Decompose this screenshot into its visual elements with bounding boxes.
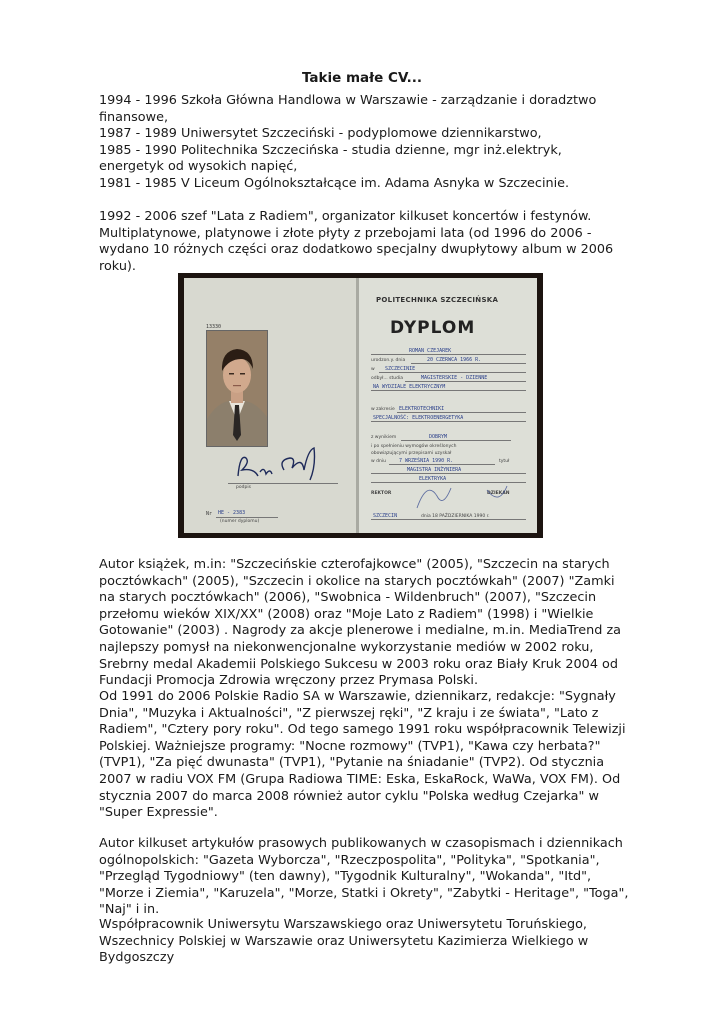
diploma-nr-value: HE - 2383 (218, 510, 246, 516)
diploma-text2: obowiązującymi przepisami uzyskał (371, 451, 452, 456)
education-item: 1985 - 1990 Politechnika Szczecińska - studia dzienne, mgr inż.elektryk, energetyk od wysokich napięć, (99, 142, 562, 175)
radio-text: Od 1991 do 2006 Polskie Radio SA w Warszawie, dziennikarz, redakcje: "Sygnały Dnia", "Muzyka i Aktualności", "Z pierwszej ręki", "Z kraju i ze świata", "Lato z Radiem", "Cztery pory roku". Od tego samego 1991 roku współpracownik Telewizji Polskiej. Ważniejsze programy: "Nocne rozmowy" (TVP1), "Kawa czy herbata?" (TVP1), "Za pięć dwunasta" (TVP1), "Pytanie na śniadanie" (TVP2). Od stycznia 2007 w radiu VOX FM (Grupa Radiowa TIME: Eska, EskaRock, WaWa, VOX FM). Od stycznia 2007 do marca 2008 również autor cyklu "Polska według Czejarka" w "Super Expressie". (99, 689, 626, 821)
diploma-line (371, 354, 526, 355)
radio-paragraph (99, 689, 629, 822)
diploma-degree2: ELEKTRYKA (419, 476, 447, 482)
diploma-faculty: NA WYDZIALE ELEKTRYCZNYM (373, 384, 446, 390)
diploma-line (371, 421, 526, 422)
diploma-result: DOBRYM (429, 434, 448, 440)
diploma-place-date: dnia 18 PAŹDZIERNIKA 1990 r. (421, 514, 490, 519)
education-item: 1981 - 1985 V Liceum Ogólnokształcące im. Adama Asnyka w Szczecinie. (99, 175, 570, 191)
diploma-line (379, 372, 526, 373)
diploma-left-page (184, 278, 357, 533)
diploma-photo (178, 273, 543, 538)
diploma-studies-label: odbył... studia (371, 376, 403, 381)
diploma-result-label: z wynikiem (371, 435, 397, 440)
education-list (99, 93, 629, 193)
articles-paragraph (99, 836, 629, 919)
cooperation-text: Współpracownik Uniwersytu Warszawskiego oraz Uniwersytetu Toruńskiego, Wszechnicy Polskiej w Warszawie oraz Uniwersytetu Kazimierza Wielkiego w Bydgoszczy (99, 917, 589, 966)
diploma-born-place-label: w (371, 367, 375, 372)
diploma-field-label: w zakresie (371, 407, 395, 412)
diploma-dean: DZIEKAN (487, 491, 510, 496)
articles-text: Autor kilkuset artykułów prasowych publikowanych w czasopismach i dziennikach ogólnopolskich: "Gazeta Wyborcza", "Rzeczpospolita", "Polityka", "Spotkania", "Przegląd Tygodniowy" (ten dawny), "Tygodnik Kulturalny", "Wokanda", "Itd", "Morze i Ziemia", "Karuzela", "Morze, Statki i Okrety", "Zabytki - Heritage", "Toga", "Naj" i in. (99, 836, 629, 918)
signature-image (234, 446, 326, 486)
diploma-nr-caption: (numer dyplomu) (220, 519, 260, 524)
diploma-born-place: SZCZECINIE (385, 366, 416, 372)
diploma-place: SZCZECIN (373, 513, 398, 519)
career-text: 1992 - 2006 szef "Lata z Radiem", organizator kilkuset koncertów i festynów. Multiplatynowe, platynowe i złote płyty z przebojami lata (od 1996 do 2006 - wydano 10 różnych części oraz dodatkowo specjalny dwupłytowy album w 2006 roku). (99, 209, 614, 274)
portrait-photo (206, 330, 268, 447)
books-paragraph (99, 557, 629, 690)
diploma-line (397, 412, 526, 413)
signature-caption: podpis (236, 485, 251, 490)
career-paragraph (99, 209, 629, 275)
stamp-image (377, 478, 527, 518)
diploma-number-top: 13330 (206, 324, 222, 330)
diploma-line (389, 464, 495, 465)
diploma-rector: REKTOR (371, 491, 392, 496)
diploma-nr-label: Nr (206, 511, 213, 517)
diploma-name: ROMAN CZEJAREK (409, 348, 452, 354)
signature-line (228, 483, 338, 484)
diploma-born-label: urodzon.y. dnia (371, 358, 406, 363)
diploma-title-label: tytuł (499, 459, 510, 464)
diploma-date: 7 WRZEŚNIA 1990 R. (399, 458, 454, 464)
diploma-line (401, 440, 511, 441)
diploma-field: ELEKTROTECHNIKI (399, 406, 445, 412)
diploma-line (371, 519, 526, 520)
diploma-specialty: SPECJALNOŚĆ: ELEKTROENERGETYKA (373, 415, 464, 421)
diploma-date-label: w dniu (371, 459, 386, 464)
education-item: 1987 - 1989 Uniwersytet Szczeciński - podyplomowe dziennikarstwo, (99, 126, 542, 142)
diploma-line (371, 390, 526, 391)
diploma-studies: MAGISTERSKIE - DZIENNE (421, 375, 488, 381)
diploma-text1: i po spełnieniu wymogów określonych (371, 444, 457, 449)
diploma-line (411, 363, 526, 364)
diploma-born-date: 20 CZERWCA 1966 R. (427, 357, 482, 363)
diploma-nr-line (216, 517, 278, 518)
diploma-line (405, 381, 526, 382)
diploma-degree1: MAGISTRA INŻYNIERA (407, 467, 462, 473)
cooperation-paragraph (99, 917, 629, 967)
education-item: 1994 - 1996 Szkoła Główna Handlowa w Warszawie - zarządzanie i doradztwo finansowe, (99, 93, 597, 125)
diploma-line (371, 473, 526, 474)
books-text: Autor książek, m.in: "Szczecińskie czterofajkowce" (2005), "Szczecin na starych pocztówkach" (2005), "Szczecin i okolice na starych pocztówkah" (2007) "Zamki na starych pocztówkach" (2006), "Swobnica - Wildenbruch" (2007), "Szczecin przełomu wieków XIX/XX" (2008) oraz "Moje Lato z Radiem" (1998) i "Wielkie Gotowanie" (2003) . Nagrody za akcje plenerowe i medialne, m.in. MediaTrend za najlepszy pomysł na niekonwencjonalne wykorzystanie mediów w 2002 roku, Srebrny medal Akademii Polskiego Sukcesu w 2003 roku oraz Biały Kruk 2004 od Fundacji Promocja Zdrowia wręczony przez Prymasa Polski. (99, 557, 621, 689)
diploma-university: POLITECHNIKA SZCZECIŃSKA (376, 296, 499, 304)
document-title: Takie małe CV... (301, 70, 423, 86)
portrait-image (207, 331, 267, 446)
diploma-heading: DYPLOM (390, 318, 476, 338)
diploma-right-page (359, 278, 537, 533)
